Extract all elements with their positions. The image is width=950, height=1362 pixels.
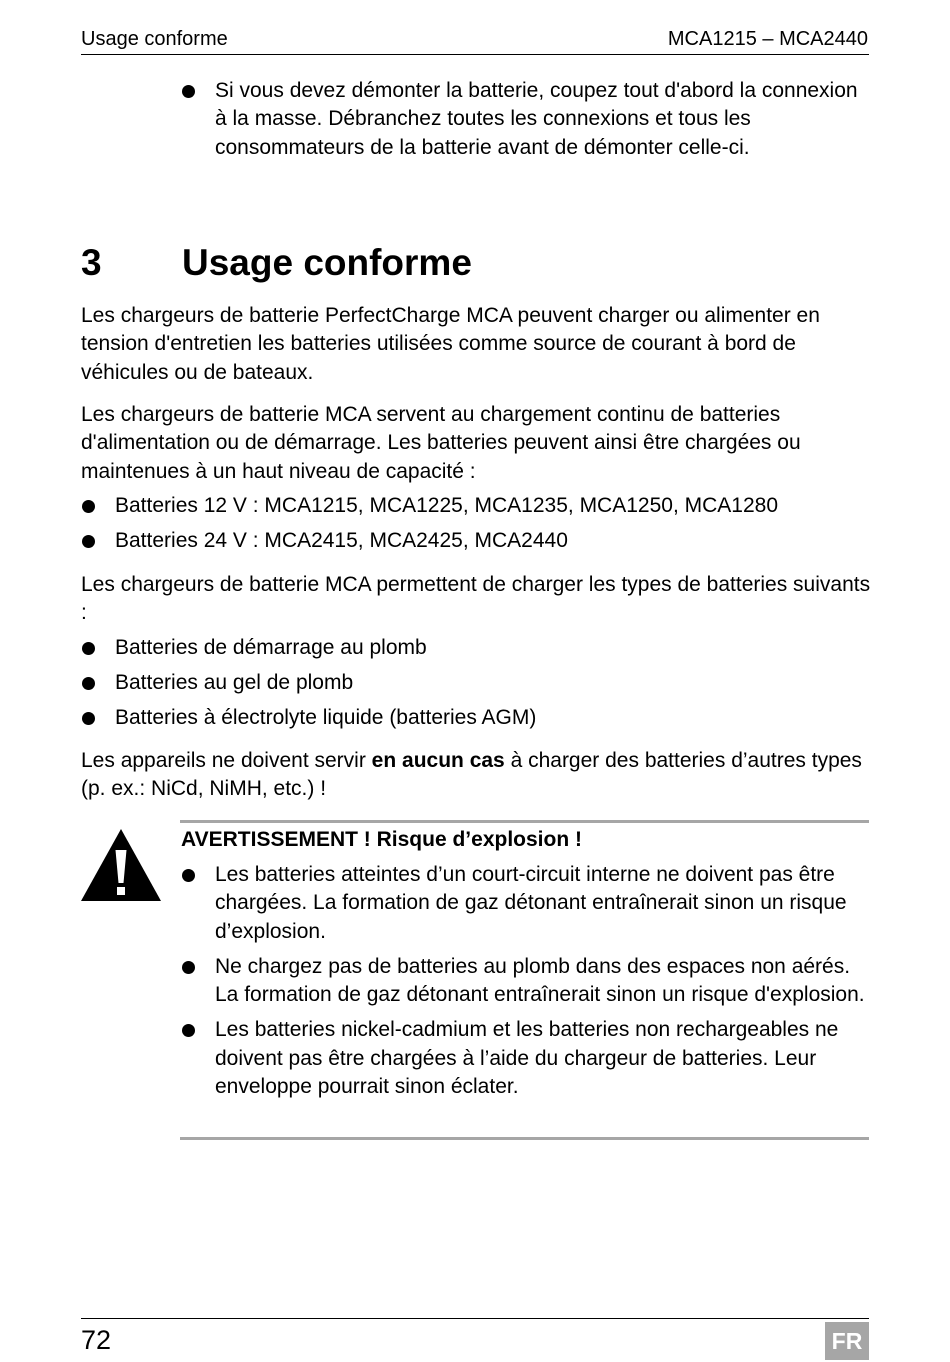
list-item xyxy=(181,953,871,1010)
footer-divider xyxy=(81,1318,869,1319)
bullet-icon xyxy=(82,535,95,548)
bullet-icon xyxy=(182,961,195,974)
list-item-text: Si vous devez démonter la batterie, coupez tout d'abord la connexion à la masse. Débranchez toutes les connexions et tous les consommateurs de la batterie avant de démonter celle-ci. xyxy=(215,79,858,159)
list-item xyxy=(181,1016,871,1101)
warning-top-rule xyxy=(180,820,869,823)
paragraph-charging: Les chargeurs de batterie MCA servent au chargement continu de batteries d'alimentation ou de démarrage. Les batteries peuvent ainsi être chargées ou maintenues à un haut niveau de capacité : xyxy=(81,403,801,483)
running-header-model-range: MCA1215 – MCA2440 xyxy=(667,28,868,50)
list-item-text: Ne chargez pas de batteries au plomb dans des espaces non aérés. La formation de gaz détonant entraînerait sinon un risque d'explosion. xyxy=(215,954,865,1007)
intro-bullet-list xyxy=(181,77,871,162)
paragraph-intro: Les chargeurs de batterie PerfectCharge MCA peuvent charger ou alimenter en tension d'entretien les batteries utilisées comme source de courant à bord de véhicules ou de bateaux. xyxy=(81,304,820,384)
warning-list xyxy=(181,861,871,1108)
bullet-icon xyxy=(182,85,195,98)
bullet-icon xyxy=(82,642,95,655)
list-item xyxy=(81,704,881,732)
header-divider xyxy=(81,54,869,55)
list-item xyxy=(181,861,871,946)
bullet-icon xyxy=(82,712,95,725)
list-item-text: Batteries de démarrage au plomb xyxy=(115,636,427,659)
warning-triangle-icon xyxy=(80,828,162,902)
list-item-text: Batteries 24 V : MCA2415, MCA2425, MCA2440 xyxy=(115,528,568,552)
page-number: 72 xyxy=(81,1325,112,1355)
battery-type-list xyxy=(81,634,881,738)
list-item-text: Batteries 12 V : MCA1215, MCA1225, MCA1235, MCA1250, MCA1280 xyxy=(115,494,778,517)
list-item-text: Les batteries atteintes d’un court-circuit interne ne doivent pas être chargées. La formation de gaz détonant entraînerait sinon un risque d’explosion. xyxy=(215,863,847,943)
list-item xyxy=(81,669,881,697)
warning-bottom-rule xyxy=(180,1137,869,1140)
bullet-icon xyxy=(82,500,95,513)
list-item-text: Batteries au gel de plomb xyxy=(115,670,354,694)
list-item-text: Batteries à électrolyte liquide (batteries AGM) xyxy=(115,705,537,729)
list-item xyxy=(181,77,871,162)
language-badge: FR xyxy=(825,1322,869,1360)
warning-title: AVERTISSEMENT ! Risque d’explosion ! xyxy=(181,828,582,851)
restriction-text-end: à charger des batteries d’autres types (p. ex.: NiCd, NiMH, etc.) ! xyxy=(81,749,862,801)
list-item xyxy=(81,492,881,520)
restriction-emphasis: en aucun cas xyxy=(371,749,505,772)
bullet-icon xyxy=(182,869,195,882)
section-title: Usage conforme xyxy=(182,242,472,283)
running-header-section: Usage conforme xyxy=(81,28,228,50)
voltage-model-list xyxy=(81,492,881,562)
paragraph-battery-types: Les chargeurs de batterie MCA permettent de charger les types de batteries suivants : xyxy=(81,573,871,625)
restriction-text-start: Les appareils ne doivent servir xyxy=(81,749,372,772)
list-item xyxy=(81,634,881,662)
bullet-icon xyxy=(182,1024,195,1037)
bullet-icon xyxy=(82,677,95,690)
section-number: 3 xyxy=(81,242,102,283)
paragraph-restriction xyxy=(81,747,871,804)
list-item-text: Les batteries nickel-cadmium et les batteries non rechargeables ne doivent pas être chargées à l’aide du chargeur de batteries. Leur enveloppe pourrait sinon éclater. xyxy=(215,1018,839,1099)
list-item xyxy=(81,527,881,555)
